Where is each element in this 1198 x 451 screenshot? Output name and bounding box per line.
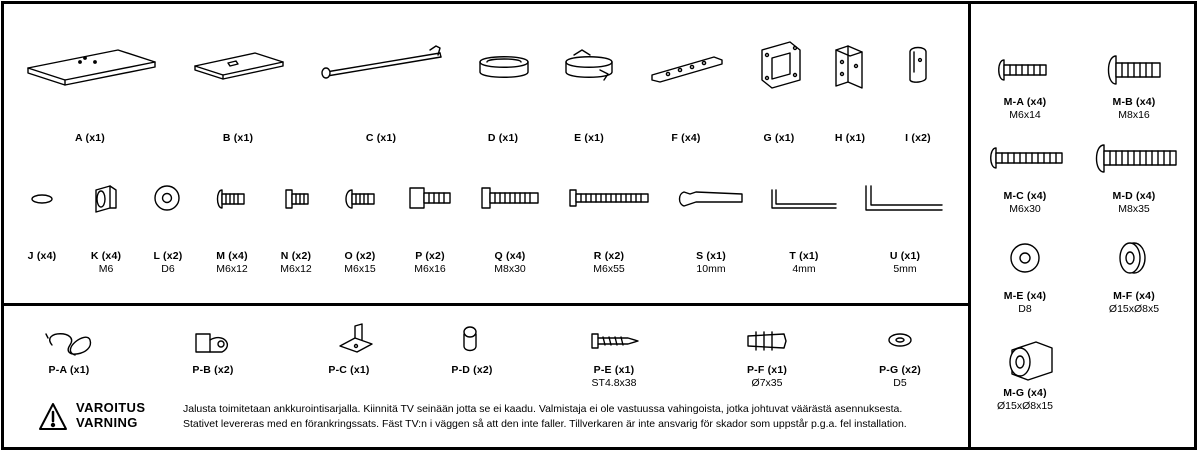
- part-label: M (x4): [216, 250, 248, 262]
- part-j: [28, 250, 57, 263]
- part-s: [696, 250, 726, 276]
- part-t: [789, 250, 818, 276]
- part-n: [280, 250, 312, 276]
- part-label: M-D (x4): [1112, 190, 1156, 202]
- warning-text: [183, 402, 907, 432]
- part-spec: Ø15xØ8x5: [1108, 303, 1160, 315]
- part-spec: D6: [161, 263, 175, 275]
- part-spec: D8: [1018, 303, 1032, 315]
- part-label: F (x4): [671, 132, 701, 144]
- part-spec: Ø15xØ8x15: [996, 400, 1054, 412]
- part-label: Q (x4): [494, 250, 526, 262]
- wrench-s-icon: [680, 192, 743, 206]
- spacer-mg-icon: [1010, 342, 1052, 380]
- part-h: [835, 132, 865, 145]
- part-spec: 10mm: [696, 263, 726, 275]
- part-p: [414, 250, 446, 276]
- part-q: [494, 250, 526, 276]
- part-label: P-F (x1): [746, 364, 788, 376]
- part-mc: [1003, 190, 1046, 216]
- rod-c-icon: [322, 46, 441, 78]
- spacer-mf-icon: [1120, 243, 1145, 273]
- part-o: [344, 250, 376, 276]
- part-label: T (x1): [789, 250, 819, 262]
- screw-m-icon: [218, 190, 245, 208]
- part-label: G (x1): [763, 132, 795, 144]
- part-pc: [328, 364, 369, 377]
- part-mf: [1109, 290, 1159, 316]
- part-spec: ST4.8x38: [591, 377, 637, 389]
- part-label: M-A (x4): [1003, 96, 1047, 108]
- part-r: [593, 250, 625, 276]
- part-spec: 5mm: [893, 263, 917, 275]
- washer-l-icon: [155, 186, 179, 210]
- plate-b-icon: [195, 53, 283, 79]
- anchor-pd-icon: [464, 327, 476, 351]
- part-md: [1112, 190, 1155, 216]
- part-pb: [192, 364, 233, 377]
- angle-bracket-pc-icon: [340, 324, 372, 352]
- part-g: [764, 132, 795, 145]
- part-mg: [997, 387, 1053, 413]
- bolt-r-icon: [570, 190, 648, 206]
- allen-key-u-icon: [866, 186, 942, 210]
- part-label: J (x4): [27, 250, 57, 262]
- part-pf: [747, 364, 787, 390]
- warning-title-fi: VAROITUS: [76, 400, 146, 415]
- part-label: M-F (x4): [1113, 290, 1155, 302]
- part-spec: M6x14: [1009, 109, 1041, 121]
- part-label: P-G (x2): [879, 364, 921, 376]
- screw-o-icon: [346, 190, 374, 208]
- part-pd: [451, 364, 492, 377]
- part-d: [488, 132, 518, 145]
- screw-mc-icon: [991, 148, 1062, 168]
- part-label: N (x2): [280, 250, 312, 262]
- part-c: [366, 132, 396, 145]
- part-label: P-E (x1): [593, 364, 635, 376]
- warning-title-sv: VARNING: [76, 415, 138, 430]
- part-spec: M6x12: [216, 263, 248, 275]
- washer-me-icon: [1011, 244, 1039, 272]
- part-label: B (x1): [222, 132, 254, 144]
- part-l: [153, 250, 182, 276]
- part-spec: M6x30: [1009, 203, 1041, 215]
- washer-pg-icon: [889, 334, 911, 346]
- part-pa: [49, 364, 90, 377]
- clamp-e-icon: [566, 50, 612, 80]
- cable-pa-icon: [46, 334, 90, 355]
- part-label: P (x2): [415, 250, 445, 262]
- part-ma: [1004, 96, 1047, 122]
- part-spec: M8x16: [1118, 109, 1150, 121]
- part-u: [890, 250, 920, 276]
- part-label: P-B (x2): [192, 364, 234, 376]
- part-label: D (x1): [487, 132, 519, 144]
- screw-n-icon: [286, 190, 308, 208]
- part-k: [91, 250, 121, 276]
- part-label: K (x4): [90, 250, 122, 262]
- warning-title: [76, 400, 145, 430]
- clamp-d-icon: [480, 57, 528, 78]
- screw-mb-icon: [1109, 56, 1161, 84]
- part-pe: [592, 364, 637, 390]
- part-b: [223, 132, 253, 145]
- vesa-plate-g-icon: [762, 42, 800, 88]
- part-label: M-B (x4): [1112, 96, 1156, 108]
- screw-md-icon: [1097, 145, 1177, 172]
- part-me: [1004, 290, 1046, 316]
- base-plate-a-icon: [28, 50, 155, 85]
- part-label: S (x1): [696, 250, 726, 262]
- part-mb: [1112, 96, 1155, 122]
- part-pg: [879, 364, 921, 390]
- wall-plug-pf-icon: [748, 332, 786, 350]
- allen-key-t-icon: [772, 190, 836, 208]
- part-e: [574, 132, 604, 145]
- bolt-q-icon: [482, 188, 538, 208]
- part-label: P-D (x2): [451, 364, 493, 376]
- part-label: H (x1): [834, 132, 866, 144]
- part-label: M-E (x4): [1003, 290, 1047, 302]
- screw-ma-icon: [999, 60, 1046, 80]
- warning-text-fi: Jalusta toimitetaan ankkurointisarjalla. Kiinnitä TV seinään jotta se ei kaadu. Valmistaja ei ole vastuussa vahingoista, jotka johtuvat väärästä asennuksesta.: [183, 403, 903, 415]
- part-label: A (x1): [75, 132, 105, 144]
- part-label: P-C (x1): [328, 364, 370, 376]
- part-label: L (x2): [153, 250, 183, 262]
- part-spec: M6: [98, 263, 114, 275]
- part-label: M-G (x4): [1003, 387, 1047, 399]
- part-a: [75, 132, 105, 145]
- warning-triangle-icon: [40, 404, 66, 429]
- part-m: [216, 250, 248, 276]
- part-spec: M8x35: [1118, 203, 1150, 215]
- part-label: R (x2): [593, 250, 625, 262]
- part-label: O (x2): [344, 250, 376, 262]
- part-spec: M6x16: [414, 263, 446, 275]
- ring-j-icon: [32, 195, 52, 203]
- part-spec: D5: [893, 377, 907, 389]
- wood-screw-pe-icon: [592, 334, 638, 348]
- part-spec: M6x12: [280, 263, 312, 275]
- part-i: [905, 132, 931, 145]
- screw-p-icon: [410, 188, 450, 208]
- part-label: E (x1): [574, 132, 604, 144]
- part-spec: M8x30: [494, 263, 526, 275]
- part-spec: 4mm: [792, 263, 816, 275]
- part-f: [671, 132, 700, 145]
- bracket-arm-f-icon: [652, 57, 722, 82]
- u-bracket-h-icon: [836, 46, 862, 88]
- clip-i-icon: [910, 48, 926, 83]
- part-label: C (x1): [365, 132, 397, 144]
- part-spec: Ø7x35: [751, 377, 783, 389]
- part-label: U (x1): [889, 250, 921, 262]
- part-label: I (x2): [905, 132, 931, 144]
- part-label: M-C (x4): [1003, 190, 1047, 202]
- cable-clip-pb-icon: [196, 334, 227, 352]
- warning-text-sv: Stativet levereras med en förankringssats. Fäst TV:n i väggen så att den inte faller. Tillverkaren är inte ansvarig för skador som uppstår p.g.a. fel installation.: [183, 418, 907, 430]
- part-label: P-A (x1): [48, 364, 90, 376]
- flange-nut-k-icon: [96, 186, 116, 212]
- part-spec: M6x55: [593, 263, 625, 275]
- part-spec: M6x15: [344, 263, 376, 275]
